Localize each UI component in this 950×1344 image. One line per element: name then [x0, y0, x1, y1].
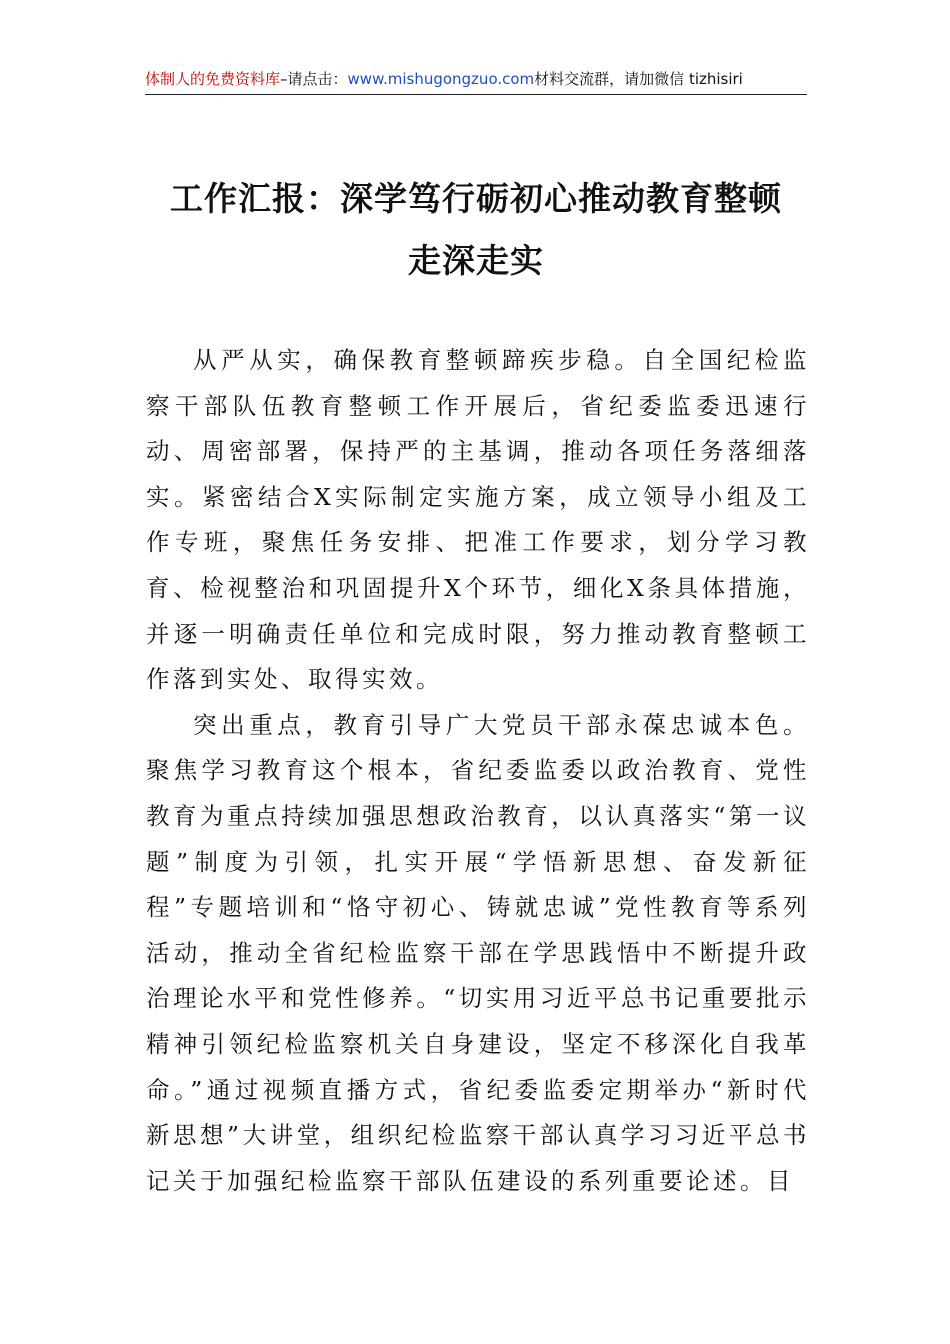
header-prompt: –请点击：	[280, 70, 348, 88]
title-line-2: 走深走实	[408, 241, 544, 280]
header-brand: 体制人的免费资料库	[145, 70, 281, 88]
header-banner	[145, 66, 807, 95]
document-body	[146, 338, 810, 1204]
header-link[interactable]: www.mishugongzuo.com	[347, 70, 535, 88]
paragraph-2: 突出重点，教育引导广大党员干部永葆忠诚本色。聚焦学习教育这个根本，省纪委监委以政治教育、党性教育为重点持续加强思想政治教育，以认真落实“第一议题”制度为引领，扎实开展“学悟新思想、奋发新征程”专题培训和“恪守初心、铸就忠诚”党性教育等系列活动，推动全省纪检监察干部在学思践悟中不断提升政治理论水平和党性修养。“切实用习近平总书记重要批示精神引领纪检监察机关自身建设，坚定不移深化自我革命。”通过视频直播方式，省纪委监委定期举办“新时代新思想”大讲堂，组织纪检监察干部认真学习习近平总书记关于加强纪检监察干部队伍建设的系列重要论述。目	[146, 710, 810, 1195]
document-title	[120, 168, 832, 292]
header-tail: 材料交流群，请加微信 tizhisiri	[534, 70, 743, 88]
title-line-1: 工作汇报：深学笃行砺初心推动教育整顿	[170, 179, 782, 218]
paragraph-1: 从严从实，确保教育整顿蹄疾步稳。自全国纪检监察干部队伍教育整顿工作开展后，省纪委监委迅速行动、周密部署，保持严的主基调，推动各项任务落细落实。紧密结合X实际制定实施方案，成立领导小组及工作专班，聚焦任务安排、把准工作要求，划分学习教育、检视整治和巩固提升X个环节，细化X条具体措施，并逐一明确责任单位和完成时限，努力推动教育整顿工作落到实处、取得实效。	[146, 346, 810, 694]
